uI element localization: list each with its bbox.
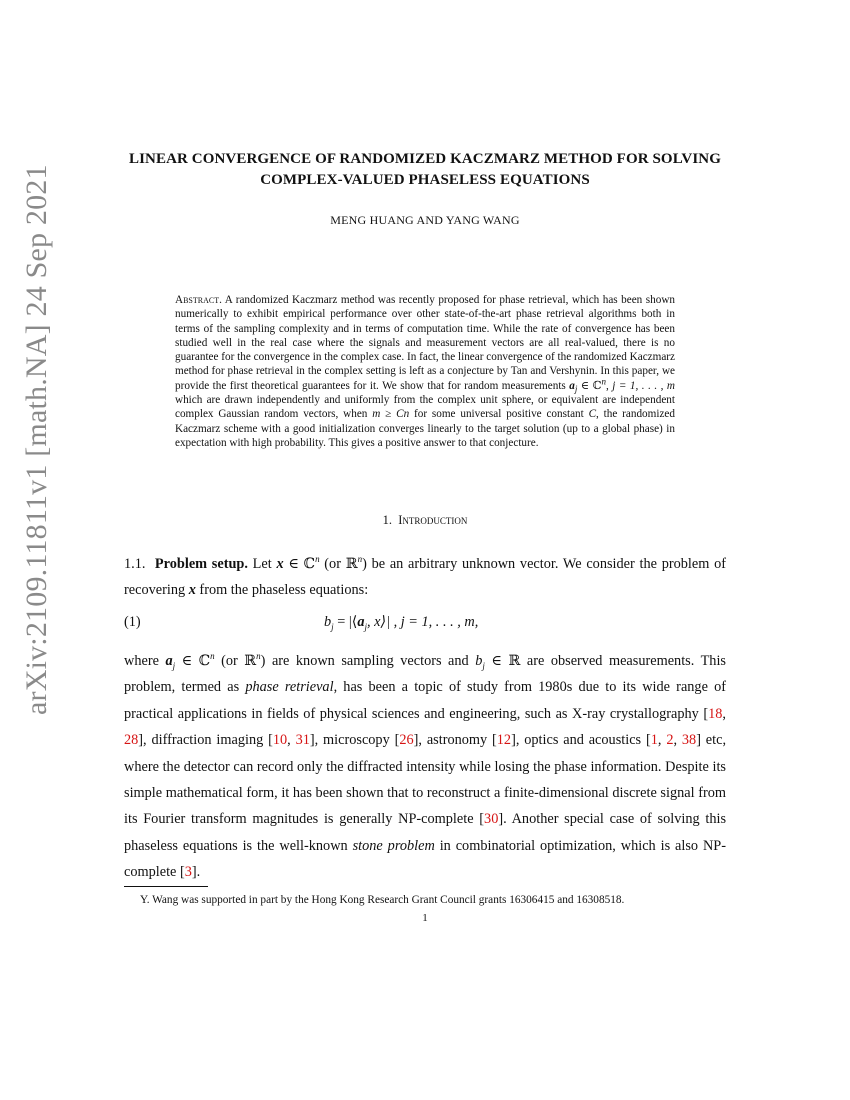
abstract-text: , the randomized Kaczmarz scheme with a good initialization converges linearly to the target solution (up to a global phase) in expectation with high probability. This gives a positive answer to that conjecture. (175, 408, 675, 449)
section-heading-introduction (100, 513, 750, 528)
citation-link-28[interactable]: 28 (124, 732, 139, 749)
math-sub-j: j (172, 660, 176, 671)
cite-sep: , (657, 732, 667, 749)
math-vector-a: a (165, 653, 173, 669)
abstract (175, 293, 675, 450)
footnote: Y. Wang was supported in part by the Hong Kong Research Grant Council grants 16306415 and 16308518. (140, 894, 625, 906)
body-text: ], astronomy [ (413, 732, 497, 749)
title-line-1: LINEAR CONVERGENCE OF RANDOMIZED KACZMARZ METHOD FOR SOLVING (128, 151, 722, 167)
cite-sep: , (287, 732, 296, 749)
abstract-text: which are drawn independently and uniformly from the complex unit sphere, or equivalent are independent complex Gaussian random vectors, when (175, 394, 675, 421)
cite-sep: , (673, 732, 682, 749)
body-text: (or ℝ (319, 556, 358, 572)
section-title: Introduction (398, 513, 468, 527)
body-text: ], optics and acoustics [ (511, 732, 651, 749)
body-text: ) are known sampling vectors and (260, 653, 476, 669)
body-text: ) be an arbitrary unknown vector. We consider the problem of recovering (124, 556, 726, 599)
section-number: 1. (382, 513, 392, 527)
math-complex-set: ∈ ℂ (175, 653, 211, 669)
citation-link-26[interactable]: 26 (399, 732, 414, 749)
abstract-label: Abstract. (175, 294, 222, 306)
abstract-text: A randomized Kaczmarz method was recently proposed for phase retrieval, which has been shown numerically to exhibit empirical performance over other state-of-the-art phase retrieval algorithms both in terms of the sampling complexity and in terms of computation time. While the rate of convergence has been studied well in the real case where the signals and measurement vectors are all real-valued, there is no guarantee for the convergence in the complex case. In fact, the linear convergence of the randomized Kaczmarz method for phase retrieval in the complex setting is left as a conjecture by Tan and Vershynin. In this paper, we provide the first theoretical guarantees for it. We show that for random measurements (175, 294, 675, 392)
body-text: ], diffraction imaging [ (138, 732, 273, 749)
math-index-range: , j = 1, . . . , m (606, 379, 675, 392)
math-complex-set: ∈ ℂ (283, 556, 316, 572)
citation-link-30[interactable]: 30 (484, 811, 499, 828)
citation-link-38[interactable]: 38 (681, 732, 697, 749)
footnote-divider (124, 886, 208, 887)
eq-lhs: b (324, 614, 332, 630)
body-text: in combinatorial optimization, which is also NP-complete [ (124, 837, 726, 881)
body-text: ], microscopy [ (309, 732, 400, 749)
citation-link-3[interactable]: 3 (184, 864, 192, 881)
eq-equals: = |⟨ (333, 614, 358, 630)
title-line-2: COMPLEX-VALUED PHASELESS EQUATIONS (260, 172, 590, 188)
citation-link-10[interactable]: 10 (272, 732, 288, 749)
body-text: from the phaseless equations: (195, 582, 369, 599)
math-b: b (475, 653, 483, 669)
problem-setup-paragraph (124, 551, 726, 604)
body-text: ∈ ℝ are observed measurements. This problem, termed as (124, 653, 726, 696)
body-text: , has been a topic of study from 1980s due to its wide range of practical applications in fields of physical sciences and engineering, such as X-ray crystallography [ (124, 679, 727, 722)
equation-body (324, 614, 478, 631)
page-number: 1 (422, 912, 428, 924)
math-sup-n: n (210, 651, 215, 662)
math-sup-n: n (357, 554, 363, 565)
math-sub-j: j (574, 384, 578, 395)
eq-a-sub: j (364, 621, 367, 632)
eq-vector-a: a (357, 614, 365, 630)
math-sup-n: n (315, 554, 320, 565)
equation-1 (124, 614, 726, 636)
body-text: ]. (191, 864, 201, 881)
citation-link-1[interactable]: 1 (650, 732, 658, 749)
abstract-text: for some universal positive constant (409, 408, 589, 421)
math-complex-set: ∈ ℂ (577, 379, 602, 392)
citation-link-18[interactable]: 18 (708, 705, 723, 722)
intro-paragraph-2 (124, 648, 726, 886)
body-text: Let (247, 556, 277, 572)
cite-sep: , (722, 705, 726, 722)
math-vector-x: x (276, 556, 284, 572)
eq-lhs-sub: j (331, 621, 334, 632)
authors: MENG HUANG AND YANG WANG (330, 213, 520, 227)
body-text: ]. Another special case of solving this phaseless equations is the well-known (124, 811, 727, 854)
subsection-number: 1.1. (124, 556, 146, 572)
math-vector-a: a (569, 379, 575, 392)
paper-title (100, 149, 750, 191)
citation-link-2[interactable]: 2 (666, 732, 674, 749)
subsection-heading: Problem setup. (154, 556, 248, 572)
arxiv-identifier-stamp: arXiv:2109.11811v1 [math.NA] 24 Sep 2021 (20, 164, 53, 715)
citation-link-31[interactable]: 31 (295, 732, 310, 749)
body-text: (or ℝ (214, 653, 257, 669)
math-sample-condition: m ≥ Cn (372, 408, 410, 421)
eq-rest: , x⟩| , j = 1, . . . , m, (367, 614, 479, 630)
equation-number: (1) (124, 614, 141, 630)
body-text: ] etc, where the detector can record only the diffracted intensity while losing the phase information. Despite its simple mathematical form, it has been shown that to reconstruct a finite-dimensional discrete signal from its Fourier transform magnitudes is generally NP-complete [ (124, 732, 727, 828)
term-phase-retrieval: phase retrieval (245, 679, 334, 696)
term-stone-problem: stone problem (352, 837, 435, 854)
math-sup-n: n (601, 376, 607, 387)
math-sub-j: j (482, 660, 485, 671)
math-sup-n: n (256, 651, 261, 662)
math-vector-x: x (188, 582, 196, 599)
math-constant-c: C (588, 408, 597, 421)
citation-link-12[interactable]: 12 (496, 732, 512, 749)
body-text: where (124, 653, 166, 669)
